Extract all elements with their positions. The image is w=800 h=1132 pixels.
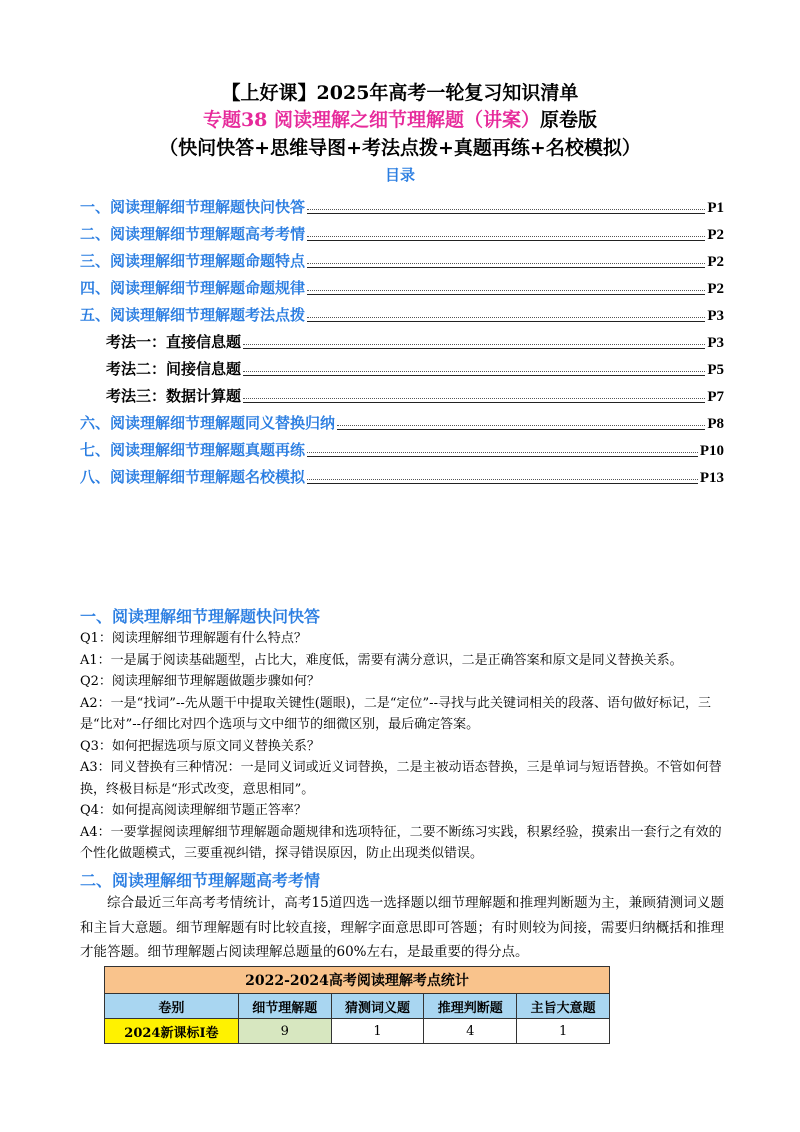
subtitle-topic: 专题38 阅读理解之细节理解题（讲案） — [202, 109, 541, 131]
toc-leader — [307, 482, 698, 484]
toc-entry[interactable] — [80, 244, 724, 271]
toc-entry-label: 考法三：数据计算题 — [106, 387, 242, 405]
toc-entry-label: 三、阅读理解细节理解题命题特点 — [80, 252, 306, 270]
table-cell: 1 — [331, 1019, 424, 1044]
section-2-heading: 二、阅读理解细节理解题高考考情 — [80, 871, 321, 890]
doc-subtitle-2: （快问快答+思维导图+考法点拨+真题再练+名校模拟） — [159, 137, 641, 159]
toc-leader — [307, 266, 705, 268]
qa-line: A4：一要掌握阅读理解细节理解题命题规律和选项特征，二要不断练习实践，积累经验，摸索出一套行之有效的个性化做题模式，三要重视纠错，探寻错误原因，防止出现类似错误。 — [80, 824, 722, 861]
qa-line: Q1：阅读理解细节理解题有什么特点？ — [80, 631, 307, 646]
toc-entry-label: 八、阅读理解细节理解题名校模拟 — [80, 468, 306, 486]
table-cell: 9 — [238, 1019, 331, 1044]
toc-leader — [307, 293, 705, 295]
toc-entry-page: P2 — [707, 281, 724, 297]
toc-heading: 目录 — [384, 166, 415, 184]
toc-entry[interactable] — [80, 298, 724, 325]
qa-line: Q4：如何提高阅读理解细节题正答率？ — [80, 803, 307, 818]
toc-entry-page: P10 — [699, 443, 724, 459]
toc-entry-page: P3 — [707, 335, 724, 351]
toc-entry-page: P7 — [707, 389, 724, 405]
toc-entry-page: P2 — [707, 254, 724, 270]
toc-entry[interactable] — [80, 217, 724, 244]
table-header-row — [105, 994, 610, 1019]
doc-subtitle — [0, 105, 800, 132]
toc-entry-label: 六、阅读理解细节理解题同义替换归纳 — [80, 414, 336, 432]
toc-leader — [243, 347, 705, 349]
doc-title: 【上好课】2025年高考一轮复习知识清单 — [221, 82, 579, 104]
table-caption: 2022-2024高考阅读理解考点统计 — [105, 967, 610, 994]
toc-entry-label: 考法一：直接信息题 — [106, 333, 242, 351]
toc-entry[interactable] — [80, 325, 724, 352]
toc-leader — [307, 320, 705, 322]
toc-entry[interactable] — [80, 460, 724, 487]
table-row-label: 2024新课标I卷 — [105, 1019, 239, 1044]
toc-entry-page: P8 — [707, 416, 724, 432]
toc-entry-page: P13 — [699, 470, 724, 486]
table-cell: 1 — [517, 1019, 610, 1044]
toc-leader — [337, 428, 705, 430]
toc-entry-label: 一、阅读理解细节理解题快问快答 — [80, 198, 306, 216]
toc-entry-label: 四、阅读理解细节理解题命题规律 — [80, 279, 306, 297]
toc-entry-label: 考法二：间接信息题 — [106, 360, 242, 378]
qa-line: A3：同义替换有三种情况：一是同义词或近义词替换，二是主被动语态替换，三是单词与短语替换。不管如何替换，终极目标是“形式改变，意思相同”。 — [80, 760, 722, 797]
table-of-contents — [80, 190, 724, 487]
toc-entry[interactable] — [80, 379, 724, 406]
toc-entry[interactable] — [80, 352, 724, 379]
toc-entry-label: 二、阅读理解细节理解题高考考情 — [80, 225, 306, 243]
toc-entry[interactable] — [80, 190, 724, 217]
toc-leader — [243, 374, 705, 376]
toc-leader — [307, 455, 698, 457]
toc-entry-label: 五、阅读理解细节理解题考法点拨 — [80, 306, 306, 324]
qa-block — [80, 628, 730, 865]
stats-table — [104, 966, 610, 1044]
table-header-cell: 卷别 — [105, 994, 239, 1019]
section-2-paragraph: 综合最近三年高考考情统计，高考15道四选一选择题以细节理解题和推理判断题为主，兼顾猜测词义题和主旨大意题。细节理解题有时比较直接，理解字面意思即可答题；有时则较为间接，需要归纳概括和推理才能答题。细节理解题占阅读理解总题量的60%左右，是最重要的得分点。 — [80, 895, 724, 960]
table-header-cell: 细节理解题 — [238, 994, 331, 1019]
toc-entry-page: P3 — [707, 308, 724, 324]
table-row — [105, 1019, 610, 1044]
qa-line: Q3：如何把握选项与原文同义替换关系？ — [80, 738, 320, 754]
table-cell: 4 — [424, 1019, 517, 1044]
section-1-heading: 一、阅读理解细节理解题快问快答 — [80, 607, 321, 626]
table-header-cell: 主旨大意题 — [517, 994, 610, 1019]
toc-leader — [243, 401, 705, 403]
toc-leader — [307, 239, 705, 241]
toc-entry-page: P5 — [707, 362, 724, 378]
toc-entry[interactable] — [80, 271, 724, 298]
toc-entry-page: P2 — [707, 227, 724, 243]
qa-line: A2：一是“找词”--先从题干中提取关键性(题眼)，二是“定位”--寻找与此关键词相关的段落、语句做好标记，三是“比对”--仔细比对四个选项与文中细节的细微区别，最后确定答案。 — [80, 695, 711, 732]
qa-line: Q2：阅读理解细节理解题做题步骤如何？ — [80, 674, 320, 689]
subtitle-version: 原卷版 — [540, 109, 598, 131]
table-header-cell: 推理判断题 — [424, 994, 517, 1019]
toc-leader — [307, 212, 705, 214]
toc-entry[interactable] — [80, 433, 724, 460]
qa-line: A1：一是属于阅读基础题型，占比大，难度低，需要有满分意识，二是正确答案和原文是同义替换关系。 — [80, 652, 683, 668]
toc-entry-label: 七、阅读理解细节理解题真题再练 — [80, 441, 306, 459]
table-header-cell: 猜测词义题 — [331, 994, 424, 1019]
toc-entry[interactable] — [80, 406, 724, 433]
toc-entry-page: P1 — [707, 200, 724, 216]
